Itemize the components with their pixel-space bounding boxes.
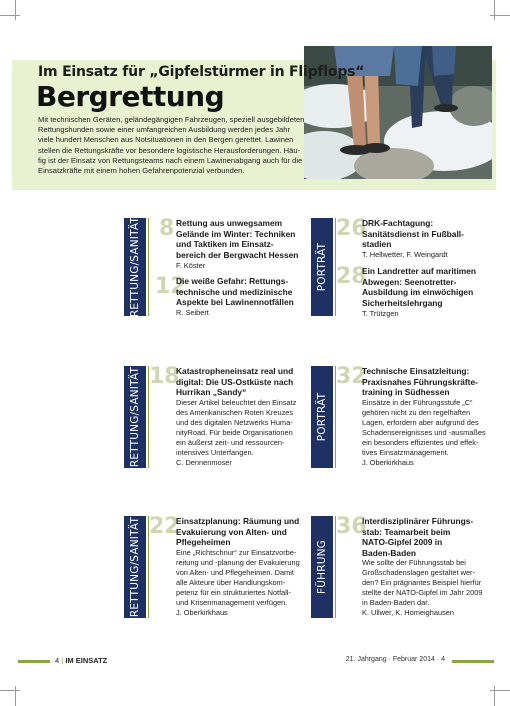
crop-mark	[0, 15, 20, 16]
entry-title	[176, 276, 306, 308]
page-number: 22	[149, 514, 180, 539]
hero-subtitle: Im Einsatz für „Gipfelstürmer in Flipflops“	[38, 64, 365, 80]
page-number: 32	[336, 364, 367, 389]
toc-entry[interactable]	[336, 366, 496, 470]
title-line: Interdisziplinärer Führungs-	[362, 516, 474, 526]
hero-intro-line: Mit technischen Geräten, geländegängigen Fahrzeugen, speziell ausgebildeten	[38, 115, 305, 124]
title-line: und Taktiken im Einsatz-	[176, 239, 274, 249]
entry-title	[362, 366, 496, 398]
title-line: Ein Landretter auf maritimen	[362, 266, 477, 276]
entry-author: J. Oberkirkhaus	[176, 608, 228, 617]
title-line: bereich der Bergwacht Hessen	[176, 249, 299, 260]
crop-mark	[494, 686, 495, 706]
desc-line: den? Ein prägnantes Beispiel hierfür	[362, 578, 482, 587]
title-line: Hurrikan „Sandy“	[176, 387, 247, 397]
toc-entry[interactable]	[336, 266, 496, 320]
title-line: Einsatzplanung: Räumung und	[176, 516, 300, 526]
toc-entry[interactable]	[149, 366, 309, 470]
entry-author: R. Seibert	[176, 308, 209, 317]
crop-mark	[490, 690, 510, 691]
desc-line: Lagen, erfordern aber aufgrund des	[362, 418, 479, 427]
desc-line: in Baden-Baden dar.	[362, 598, 430, 607]
footer-accent-bar	[452, 660, 494, 663]
desc-line: petenz für ein strukturiertes Notfall-	[176, 588, 292, 597]
title-line: DRK-Fachtagung:	[362, 218, 434, 228]
section-label: RETTUNG/SANITÄT	[129, 516, 141, 618]
section-tab-portraet	[311, 218, 333, 316]
title-line: Technische Einsatzleitung:	[362, 366, 470, 376]
title-line: Baden-Baden	[362, 547, 416, 558]
title-line: training in Südhessen	[362, 387, 450, 397]
hero-intro-line: Rettungshunden sowie einer umfangreichen Ausbildung werden jedes Jahr	[38, 125, 291, 135]
title-line: stab: Teamarbeit beim	[362, 526, 451, 537]
title-line: Sicherheitslehrgang	[362, 297, 443, 308]
page-number: 28	[336, 264, 367, 289]
desc-line: nityRoad. Für beide Organisationen	[176, 428, 293, 437]
section-tab-rettung	[124, 366, 146, 468]
hero-intro-line: viele hundert Menschen aus Notsituationen in den Bergen gerettet. Lawinen	[38, 135, 294, 145]
title-line: Katastropheneinsatz real und	[176, 366, 294, 376]
entry-author: T. Trützgen	[362, 309, 399, 318]
entry-author: T. Hellwetter, F. Weingardt	[362, 250, 448, 259]
section-tab-rettung	[124, 218, 146, 316]
desc-line: tives Einsatzmanagement.	[362, 448, 449, 457]
desc-line: reitung und -planung der Evakuierung	[176, 558, 300, 567]
toc-entry[interactable]	[155, 276, 305, 318]
desc-line: und des digitalen Netzwerks Huma-	[176, 418, 293, 427]
section-label: RETTUNG/SANITÄT	[129, 216, 141, 318]
footer-issue: 21. Jahrgang · Februar 2014 · 4	[345, 656, 445, 663]
desc-line: intensives Unterfangen.	[176, 448, 254, 457]
section-rule	[148, 218, 149, 316]
crop-mark	[494, 0, 495, 20]
hero-intro-line: stellen die Rettungskräfte vor besondere logistische Herausforderungen. Häu-	[38, 145, 301, 155]
entry-author: K. Ullwer, K. Homeighausen	[362, 608, 455, 617]
section-tab-fuehrung	[311, 516, 333, 618]
title-line: technische und medizinische	[176, 286, 293, 297]
entry-title	[362, 266, 494, 308]
entry-description	[362, 558, 496, 608]
section-tab-rettung	[124, 516, 146, 618]
crop-mark	[15, 686, 16, 706]
section-tab-portraet	[311, 366, 333, 468]
desc-line: Dieser Artikel beleuchtet den Einsatz	[176, 398, 297, 407]
toc-entry[interactable]	[149, 516, 309, 620]
hero-intro-line: fig ist der Einsatz von Rettungsteams nach einem Lawinenabgang auch für die	[38, 155, 303, 165]
toc-entry[interactable]	[155, 218, 305, 274]
footer-accent-bar	[18, 660, 50, 663]
title-line: digital: Die US-Ostküste nach	[176, 376, 294, 387]
title-line: Evakuierung von Alten- und	[176, 526, 287, 537]
page-number: 18	[149, 364, 180, 389]
title-line: Sanitätsdienst in Fußball-	[362, 228, 464, 239]
entry-description	[176, 398, 308, 458]
desc-line: stellte der NATO-Gipfel im Jahr 2009	[362, 588, 483, 597]
section-label: PORTRÄT	[316, 242, 328, 292]
desc-line: ein besonders effizientes und effek-	[362, 438, 479, 447]
page-title: Bergrettung	[36, 80, 225, 113]
section-label: PORTRÄT	[316, 392, 328, 442]
hero-intro	[38, 115, 306, 176]
title-line: Rettung aus unwegsamem	[176, 218, 283, 228]
desc-line: gehören nicht zu den regelhaften	[362, 408, 471, 417]
title-line: Ausbildung im einwöchigen	[362, 287, 474, 297]
section-label: RETTUNG/SANITÄT	[129, 366, 141, 468]
desc-line: und Krisenmanagement verfügen.	[176, 598, 288, 607]
desc-line: von Alten- und Pflegeheimen. Damit	[176, 568, 294, 577]
page-number: 8	[159, 216, 175, 241]
entry-description	[362, 398, 496, 458]
title-line: Pflegeheimen	[176, 537, 231, 547]
toc-entry[interactable]	[336, 218, 496, 264]
title-line: Die weiße Gefahr: Rettungs-	[176, 276, 289, 286]
footer-page-number: 4	[55, 656, 60, 665]
entry-title	[176, 366, 308, 398]
hero-intro-line: Einsatzkräfte mit einem hohen Gefahrenpotenzial verbunden.	[38, 166, 245, 176]
crop-mark	[0, 690, 20, 691]
title-line: NATO-Gipfel 2009 in	[362, 537, 443, 547]
desc-line: alle Akteure über Handlungskom-	[176, 578, 286, 587]
desc-line: Eine „Richtschnur“ zur Einsatzvorbe-	[176, 548, 297, 557]
title-line: Praxisnahes Führungskräfte-	[362, 376, 478, 387]
desc-line: des Amerikanischen Roten Kreuzes	[176, 408, 294, 417]
title-line: Abwegen: Seenotretter-	[362, 276, 457, 287]
desc-line: ein äußerst zeit- und ressourcen-	[176, 438, 285, 447]
desc-line: Wie sollte der Führungsstab bei	[362, 558, 466, 567]
title-line: stadien	[362, 239, 392, 249]
footer-page-label: 4 | IM EINSATZ	[55, 656, 108, 665]
desc-line: Einsätze in der Führungsstufe „C“	[362, 398, 473, 407]
page-number: 12	[155, 274, 186, 299]
desc-line: Schadensereignisses und -ausmaßes	[362, 428, 486, 437]
title-line: Aspekte bei Lawinennotfällen	[176, 297, 294, 307]
entry-description	[176, 548, 308, 608]
entry-author: J. Oberkirkhaus	[362, 458, 414, 467]
toc-entry[interactable]	[336, 516, 496, 620]
entry-author: C. Dennenmoser	[176, 458, 232, 467]
title-line: Gelände im Winter: Techniken	[176, 228, 296, 239]
section-label: FÜHRUNG	[316, 540, 328, 594]
page-number: 36	[336, 514, 367, 539]
entry-title	[176, 218, 306, 260]
footer-section: IM EINSATZ	[65, 656, 108, 665]
page-number: 26	[336, 216, 367, 241]
crop-mark	[15, 0, 16, 20]
entry-title	[362, 218, 494, 250]
entry-title	[362, 516, 496, 558]
crop-mark	[490, 15, 510, 16]
desc-line: Großschadenslagen gestaltet wer-	[362, 568, 475, 577]
entry-title	[176, 516, 308, 548]
entry-author: F. Köster	[176, 261, 206, 270]
